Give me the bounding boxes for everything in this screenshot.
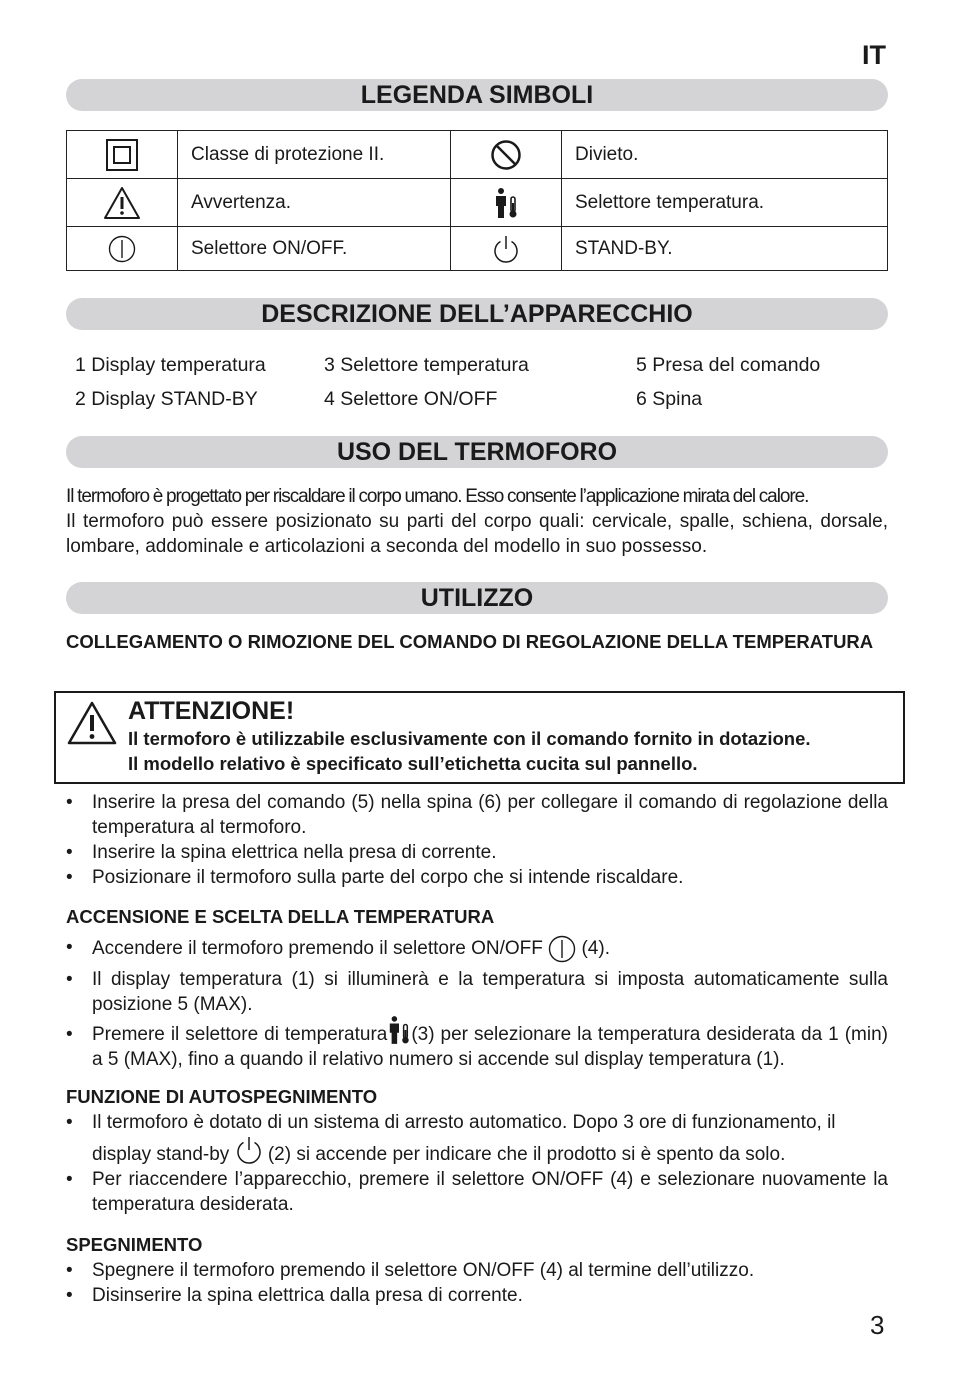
warning-triangle-icon [67, 701, 117, 745]
autospegnimento-list [66, 1110, 888, 1217]
list-item-text: Accendere il termoforo premendo il selettore ON/OFF [92, 938, 543, 960]
description-item: 4 Selettore ON/OFF [324, 388, 498, 410]
uso-paragraph: Il termoforo può essere posizionato su parti del corpo quali: cervicale, spalle, schiena, dorsale, lombare, addominale e articolazioni a seconda del modello in suo possesso. [66, 511, 888, 557]
list-item: • Inserire la presa del comando (5) nella spina (6) per collegare il comando di regolazione della temperatura al termoforo. [66, 790, 888, 840]
language-code: IT [862, 40, 886, 70]
list-item [66, 935, 888, 963]
list-item [66, 1110, 888, 1167]
table-row [67, 227, 888, 271]
symbol-legend-table [66, 130, 888, 271]
list-item: • Spegnere il termoforo premendo il selettore ON/OFF (4) al termine dell’utilizzo. [66, 1258, 888, 1283]
temperature-selector-icon [387, 1015, 411, 1045]
list-item-text: • Il termoforo è dotato di un sistema di arresto automatico. Dopo 3 ore di funzionamento, il [92, 1112, 836, 1133]
list-item-text: (4). [581, 938, 610, 960]
description-item: 3 Selettore temperatura [324, 354, 529, 376]
accensione-list [66, 935, 888, 1072]
description-item: 5 Presa del comando [636, 354, 821, 376]
legend-label: Selettore ON/OFF. [178, 227, 451, 271]
list-item: • Disinserire la spina elettrica dalla presa di corrente. [66, 1283, 888, 1308]
legend-label: Divieto. [562, 131, 888, 179]
list-item: • Il display temperatura (1) si illuminerà e la temperatura si imposta automaticamente sulla posizione 5 (MAX). [66, 967, 888, 1017]
standby-icon [451, 227, 562, 271]
section-title-utilizzo: UTILIZZO [66, 582, 888, 614]
subheading-autospegnimento: FUNZIONE DI AUTOSPEGNIMENTO [66, 1086, 378, 1107]
legend-label: Avvertenza. [178, 179, 451, 227]
table-row [67, 179, 888, 227]
list-item-text: (3) per selezionare la temperatura desiderata da 1 (min) a 5 (MAX), fino a quando il relativo numero si accende sul display temperatura (1). [92, 1024, 889, 1070]
on-off-selector-icon [548, 935, 576, 963]
temperature-selector-icon [451, 179, 562, 227]
page-number: 3 [870, 1310, 885, 1340]
warning-text: Il termoforo è utilizzabile esclusivamente con il comando fornito in dotazione. [128, 728, 811, 749]
list-item: • Inserire la spina elettrica nella presa di corrente. [66, 840, 888, 865]
warning-title: ATTENZIONE! [128, 697, 295, 725]
section-title-legenda: LEGENDA SIMBOLI [66, 79, 888, 111]
subheading-collegamento: COLLEGAMENTO O RIMOZIONE DEL COMANDO DI REGOLAZIONE DELLA TEMPERATURA [66, 631, 874, 652]
class-ii-square-icon [67, 131, 178, 179]
collegamento-list [66, 790, 888, 890]
prohibition-icon [451, 131, 562, 179]
table-row [67, 131, 888, 179]
warning-text: Il modello relativo è specificato sull’etichetta cucita sul pannello. [128, 753, 698, 774]
subheading-spegnimento: SPEGNIMENTO [66, 1234, 203, 1255]
list-item-text: (2) si accende per indicare che il prodotto si è spento da solo. [267, 1144, 786, 1165]
list-item [66, 1022, 888, 1072]
list-item-text: display stand-by [92, 1144, 230, 1165]
legend-label: STAND-BY. [562, 227, 888, 271]
warning-triangle-icon [67, 179, 178, 227]
list-item: • Per riaccendere l’apparecchio, premere il selettore ON/OFF (4) e selezionare nuovamente la temperatura desiderata. [66, 1167, 888, 1217]
description-item: 2 Display STAND-BY [75, 388, 258, 410]
section-title-uso: USO DEL TERMOFORO [66, 436, 888, 468]
subheading-accensione: ACCENSIONE E SCELTA DELLA TEMPERATURA [66, 906, 495, 927]
section-title-descrizione: DESCRIZIONE DELL’APPARECCHIO [66, 298, 888, 330]
description-item: 1 Display temperatura [75, 354, 266, 376]
standby-icon [235, 1135, 263, 1165]
list-item: • Posizionare il termoforo sulla parte del corpo che si intende riscaldare. [66, 865, 888, 890]
list-item-text: Premere il selettore di temperatura [92, 1024, 388, 1045]
spegnimento-list [66, 1258, 888, 1308]
legend-label: Selettore temperatura. [562, 179, 888, 227]
legend-label: Classe di protezione II. [178, 131, 451, 179]
uso-intro-line: Il termoforo è progettato per riscaldare il corpo umano. Esso consente l’applicazione mirata del calore. [66, 486, 809, 507]
warning-box [54, 691, 905, 784]
on-off-selector-icon [67, 227, 178, 271]
description-item: 6 Spina [636, 388, 703, 410]
